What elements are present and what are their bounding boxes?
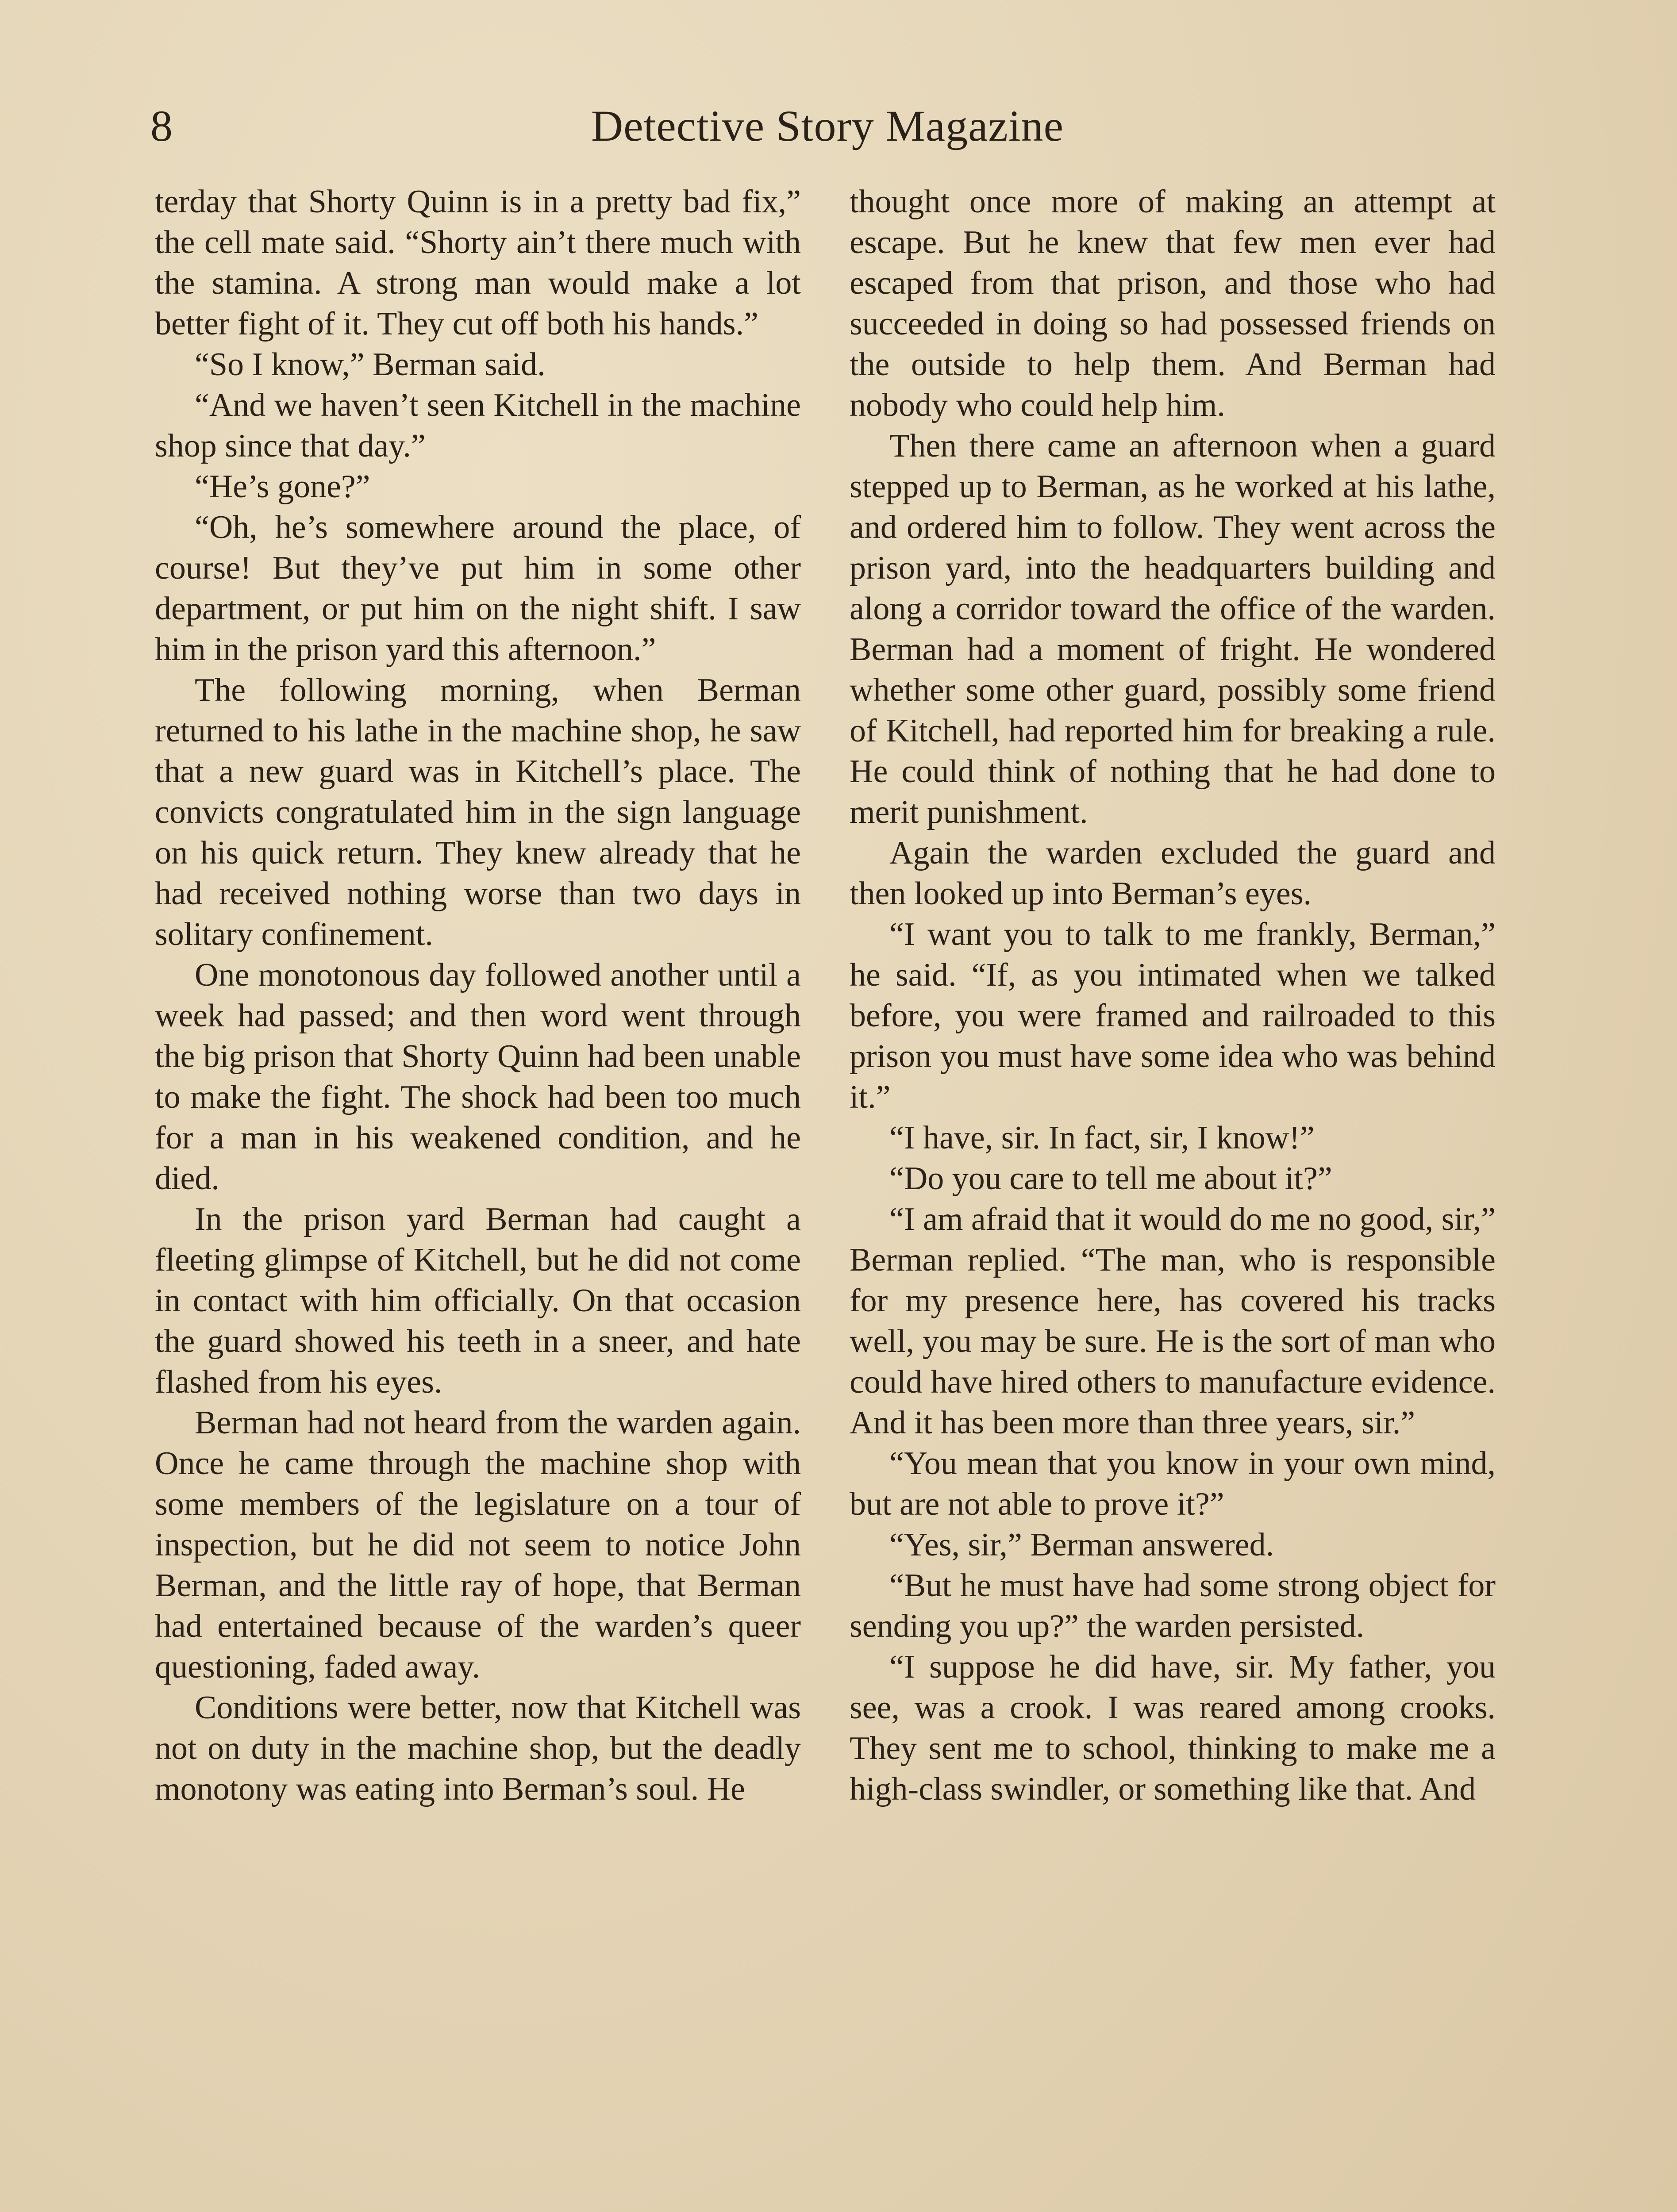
paragraph: “Do you care to tell me about it?” xyxy=(889,1160,1332,1197)
paragraph: “He’s gone?” xyxy=(195,469,370,505)
paragraph: “I suppose he did have, sir. My father, you see, was a crook. I was reared among crooks. They sent me to school, thinking to make me a high-class swindler, or something like that. And xyxy=(850,1649,1496,1807)
paragraph: “And we haven’t seen Kitchell in the machine shop since that day.” xyxy=(155,387,801,464)
paragraph: “Oh, he’s somewhere around the place, of course! But they’ve put him in some other department, or put him on the night shift. I saw him in the prison yard this afternoon.” xyxy=(155,509,801,668)
paragraph: “So I know,” Berman said. xyxy=(195,346,546,383)
paragraph: Then there came an afternoon when a guard stepped up to Berman, as he worked at his lathe, and ordered him to follow. They went across the prison yard, into the headquarters building and along a corridor toward the office of the warden. Berman had a moment of fright. He wondered whether some other guard, possibly some friend of Kitchell, had reported him for breaking a rule. He could think of nothing that he had done to merit punishment. xyxy=(850,428,1496,830)
page-number: 8 xyxy=(150,101,173,150)
paragraph: “But he must have had some strong object for sending you up?” the warden persisted. xyxy=(850,1567,1496,1644)
paragraph: One monotonous day followed another until a week had passed; and then word went through the big prison that Shorty Quinn had been unable to make the fight. The shock had been too much for a man in his weakened condition, and he died. xyxy=(155,957,801,1197)
page-header xyxy=(150,91,1504,161)
paragraph: In the prison yard Berman had caught a fleeting glimpse of Kitchell, but he did not come in contact with him officially. On that occasion the guard showed his teeth in a sneer, and hate flashed from his eyes. xyxy=(155,1201,801,1400)
paragraph: terday that Shorty Quinn is in a pretty bad fix,” the cell mate said. “Shorty ain’t there much with the stamina. A strong man would make a lot better fight of it. They cut off both his hands.” xyxy=(155,184,801,342)
right-text-column xyxy=(850,181,1496,1809)
paragraph: “I am afraid that it would do me no good, sir,” Berman replied. “The man, who is responsible for my presence here, has covered his tracks well, you may be sure. He is the sort of man who could have hired others to manufacture evidence. And it has been more than three years, sir.” xyxy=(850,1201,1496,1441)
paragraph: “I have, sir. In fact, sir, I know!” xyxy=(889,1120,1315,1156)
paragraph: The following morning, when Berman returned to his lathe in the machine shop, he saw that a new guard was in Kitchell’s place. The convicts congratulated him in the sign language on his quick return. They knew already that he had received nothing worse than two days in solitary confinement. xyxy=(155,672,801,952)
left-text-column xyxy=(155,181,801,1809)
paragraph: “You mean that you know in your own mind, but are not able to prove it?” xyxy=(850,1445,1496,1522)
paragraph: Berman had not heard from the warden again. Once he came through the machine shop with some members of the legislature on a tour of inspection, but he did not seem to notice John Berman, and the little ray of hope, that Berman had entertained because of the warden’s queer questioning, faded away. xyxy=(155,1405,801,1685)
running-title: Detective Story Magazine xyxy=(591,101,1064,150)
paragraph: thought once more of making an attempt at escape. But he knew that few men ever had escaped from that prison, and those who had succeeded in doing so had possessed friends on the outside to help them. And Berman had nobody who could help him. xyxy=(850,184,1496,423)
paragraph: “Yes, sir,” Berman answered. xyxy=(889,1527,1274,1563)
paragraph: Conditions were better, now that Kitchell was not on duty in the machine shop, but the deadly monotony was eating into Berman’s soul. He xyxy=(155,1690,801,1807)
paragraph: Again the warden excluded the guard and then looked up into Berman’s eyes. xyxy=(850,835,1496,912)
paragraph: “I want you to talk to me frankly, Berman,” he said. “If, as you intimated when we talked before, you were framed and railroaded to this prison you must have some idea who was behind it.” xyxy=(850,916,1496,1115)
